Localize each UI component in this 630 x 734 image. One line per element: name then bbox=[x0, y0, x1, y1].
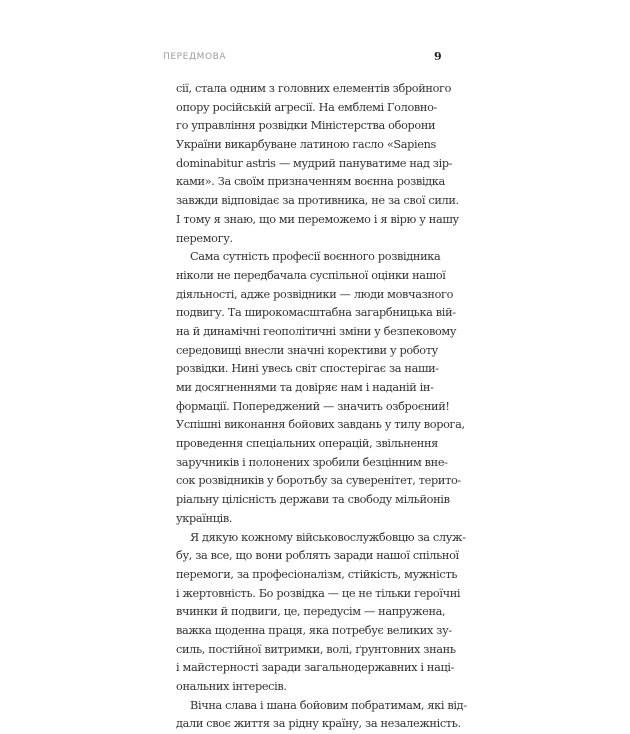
text-line: сок розвідників у боротьбу за суверенітет, терито- bbox=[176, 474, 461, 488]
page-number: 9 bbox=[434, 50, 442, 63]
text-line: ріальну цілісність держави та свободу мільйонів bbox=[176, 493, 450, 507]
text-line: го управління розвідки Міністерства оборони bbox=[176, 119, 436, 133]
text-line: і майстерності заради загальнодержавних і наці- bbox=[176, 661, 455, 675]
running-head: ПЕРЕДМОВА bbox=[163, 52, 227, 62]
text-line: ніколи не передбачала суспільної оцінки нашої bbox=[176, 268, 446, 282]
body-text bbox=[176, 80, 467, 734]
text-line: і жертовність. Бо розвідка — це не тільки героїчні bbox=[176, 586, 461, 600]
text-line: середовищі внесли значні корективи у роботу bbox=[176, 343, 438, 357]
text-line: розвідки. Нині увесь світ спостерігає за наши- bbox=[176, 362, 439, 376]
text-line: І тому я знаю, що ми переможемо і я вірю у нашу bbox=[176, 212, 459, 226]
text-line: Успішні виконання бойових завдань у тилу ворога, bbox=[176, 418, 465, 432]
text-line: України викарбуване латиною гасло «Sapiens bbox=[176, 138, 437, 152]
text-line: сії, стала одним з головних елементів збройного bbox=[176, 82, 452, 95]
text-line: Вічна слава і шана бойовим побратимам, які від- bbox=[190, 698, 467, 712]
text-line: діяльності, адже розвідники — люди мовчазного bbox=[176, 287, 454, 301]
text-line: Я дякую кожному військовослужбовцю за служ- bbox=[190, 530, 466, 544]
text-line: подвигу. Та широкомасштабна загарбницька вій- bbox=[176, 306, 456, 320]
text-line: на й динамічні геополітичні зміни у безпековому bbox=[176, 324, 457, 338]
text-line: важка щоденна праця, яка потребує великих зу- bbox=[176, 623, 452, 637]
text-line: проведення спеціальних операцій, звільнення bbox=[176, 437, 438, 451]
text-line: ками». За своїм призначенням воєнна розвідка bbox=[176, 175, 445, 189]
text-line: перемоги, за професіоналізм, стійкість, мужність bbox=[176, 567, 458, 581]
text-line: вчинки й подвиги, це, передусім — напружена, bbox=[176, 605, 446, 619]
text-line: заручників і полонених зробили безцінним вне- bbox=[176, 455, 448, 469]
text-line: дали своє життя за рідну країну, за незалежність. bbox=[176, 717, 461, 731]
text-line: українців. bbox=[176, 511, 233, 525]
text-line: перемогу. bbox=[176, 231, 233, 245]
text-line: dominabitur astris — мудрий пануватиме над зір- bbox=[176, 156, 453, 170]
text-line: силь, постійної витримки, волі, ґрунтовних знань bbox=[176, 642, 456, 656]
text-line: опору російській агресії. На емблемі Головно- bbox=[176, 100, 438, 114]
text-line: бу, за все, що вони роблять заради нашої спільної bbox=[176, 549, 459, 563]
text-line: ональних інтересів. bbox=[176, 680, 287, 693]
text-line: формації. Попереджений — значить озброєний! bbox=[176, 399, 450, 413]
text-line: завжди відповідає за противника, не за свої сили. bbox=[176, 194, 459, 208]
text-line: ми досягненнями та довіряє нам і наданій ін- bbox=[176, 381, 434, 394]
text-line: Сама сутність професії воєнного розвідника bbox=[190, 250, 441, 264]
